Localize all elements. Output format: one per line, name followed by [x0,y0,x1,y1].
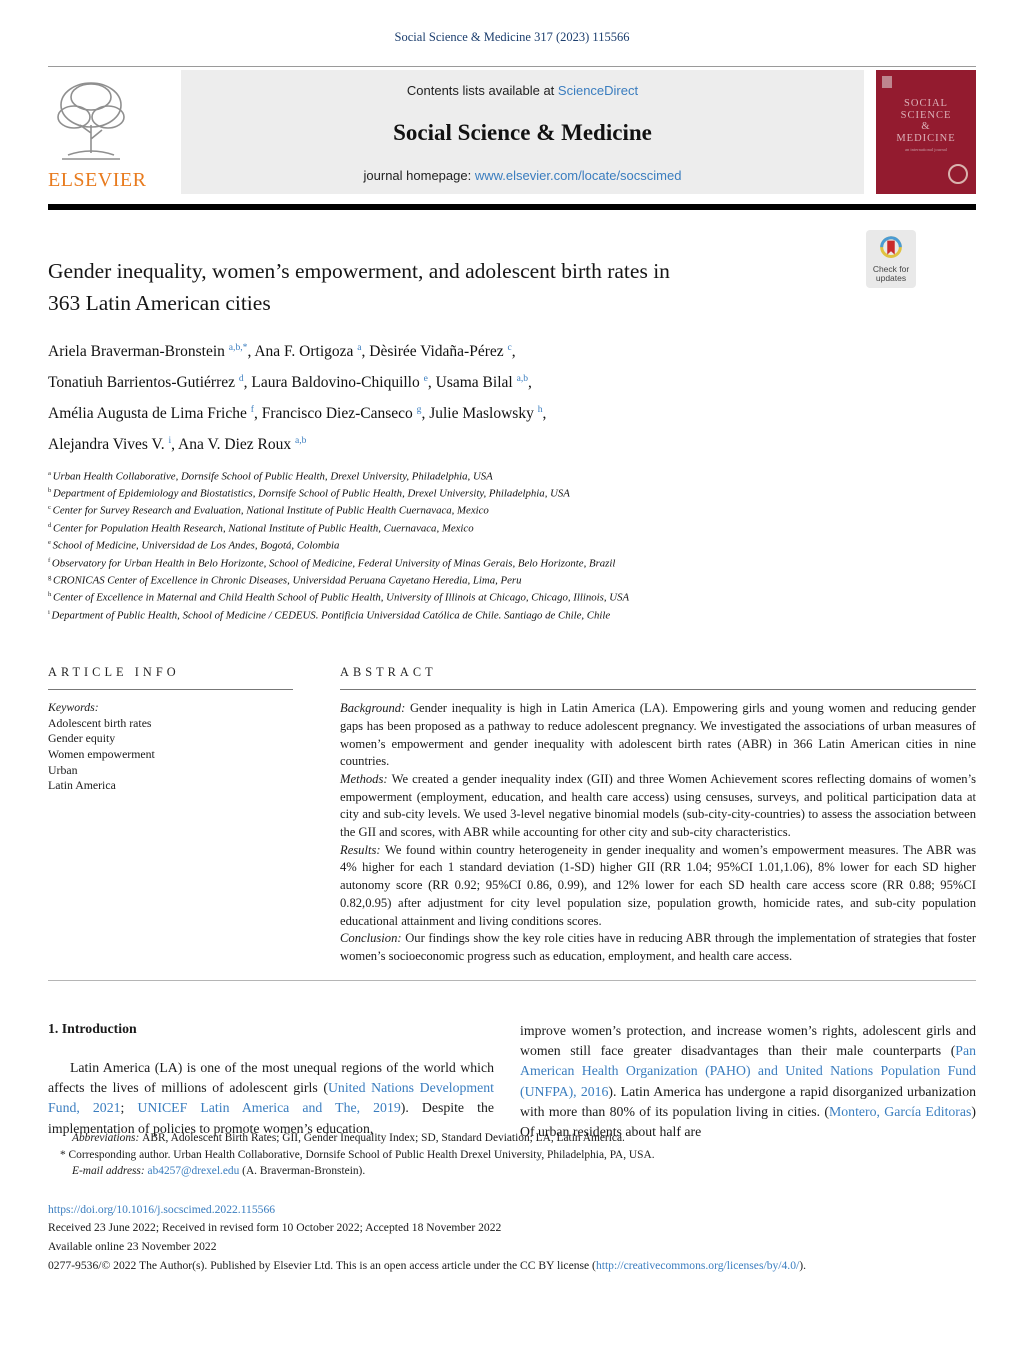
text-run: Results: [340,842,385,857]
elsevier-tree-icon [48,75,134,171]
inline-link[interactable]: UNICEF Latin America and The, 2019 [137,1100,401,1116]
text-run: Methods: [340,771,392,786]
text-run: b [48,487,54,495]
elsevier-wordmark: ELSEVIER [48,169,147,191]
text-run: Conclusion: [340,931,406,946]
affiliation-line [48,571,976,588]
text-run: Center for Population Health Research, National Institute of Public Health, Cuernavaca, Mexico [53,522,474,535]
elsevier-logo [48,70,181,194]
check-for-updates-icon [877,235,905,263]
journal-cover [876,70,976,194]
text-run: 0277-9536/© 2022 The Author(s). Published by Elsevier Ltd. This is an open access article under the CC BY license ( [48,1258,596,1272]
author-line [48,334,976,365]
text-run: ) Of urban residents about half are [520,1103,977,1140]
text-run: Amélia Augusta de Lima Friche [48,405,251,423]
text-run: , [511,343,516,361]
text-run: f [48,556,52,564]
inline-link[interactable]: Pan American Health Organization (PAHO) and United Nations Population Fund (UNFPA), 2016 [520,1042,976,1099]
article-info-rule [48,689,293,690]
affiliation-line [48,554,976,571]
check-for-updates-badge[interactable] [866,230,916,288]
keyword-item: Gender equity [48,731,116,746]
cover-seal-icon [948,164,968,184]
footnote-line [48,1163,976,1180]
badge-line1: Check for [872,263,910,274]
affiliations-block [48,467,976,624]
footnote-line [48,1147,976,1164]
introduction-section [48,1021,976,1143]
footnote-line [48,1130,976,1147]
text-run: a [357,342,362,353]
cover-title-line: & [921,121,931,132]
text-run: , Julie Maslowsky [421,405,538,423]
text-run: We created a gender inequality index (GII) and three Women Achievement scores reflecting domains of women’s empowerment (employment, education, and health care access) using censuses, surveys, and political participation data at city and sub-city levels. We used 3-level negative binomial models (sub-city-city-countries) to assess the association between the GII and scores, with ABR while accounting for other city and sub-city characteristics. [340,771,976,840]
abstract-paragraph [340,700,976,771]
cover-title-line: MEDICINE [896,132,956,144]
cover-title-lines [896,98,955,144]
text-run: d [238,373,244,385]
text-run: , [528,374,532,392]
abstract-column [340,665,976,966]
affiliation-line [48,519,976,536]
text-run: g [416,404,422,416]
keyword-item: Women empowerment [48,746,155,761]
text-run: ; [120,1100,138,1116]
text-run: ABR, Adolescent Birth Rates; GII, Gender Inequality Index; SD, Standard Deviation; LA, Latin America. [142,1132,625,1144]
text-run: Abbreviations: [72,1132,143,1144]
text-run: d [48,521,54,529]
article-title-line: 363 Latin American cities [48,291,271,315]
header-top-rule [48,66,976,67]
issn-line [48,1257,976,1276]
text-run: E-mail address: [72,1165,148,1178]
text-run: Department of Public Health, School of Medicine / CEDEUS. Pontificia Universidad Católica de Chile. Santiago de Chile, Chile [51,609,611,622]
text-run: Tonatiuh Barrientos-Gutiérrez [48,374,239,392]
text-run: e [48,539,53,547]
text-run: , Usama Bilal [427,374,517,392]
homepage-prefix: journal homepage: [363,168,475,183]
homepage-line [191,168,854,183]
affiliation-line [48,501,976,518]
text-run: , Ana F. Ortigoza [247,343,358,361]
text-run: Gender inequality is high in Latin America (LA). Empowering girls and young women and reducing gender gaps has been proposed as a pathway to reduce adolescent pregnancy. We investigated the associations of urban measures of women’s empowerment and gender inequality with adolescent birth rates (ABR) in 366 Latin American cities in nine countries. [340,701,976,769]
inline-link[interactable]: Montero, García Editoras [829,1103,972,1119]
affiliation-line [48,588,976,605]
text-run: * Corresponding author. Urban Health Collaborative, Dornsife School of Public Health Drexel University, Philadelphia, PA, USA. [60,1148,655,1161]
doi-link[interactable]: https://doi.org/10.1016/j.socscimed.2022.115566 [48,1202,276,1216]
article-info-column [48,665,293,966]
text-run: ). Latin America has undergone a rapid disorganized urbanization with more than 80% of its population living in cities. ( [520,1083,976,1119]
abstract-body [340,700,976,966]
check-for-updates-label [873,265,909,284]
footnotes-block [48,1130,976,1180]
text-run: ). [799,1258,806,1272]
text-run: Latin America (LA) is one of the most unequal regions of the world which affects the lives of millions of adolescent girls ( [48,1059,494,1095]
journal-title: Social Science & Medicine [393,120,652,145]
text-run: c [48,504,53,512]
intro-heading: 1. Introduction [48,1020,137,1036]
cover-title-line: SCIENCE [900,109,952,121]
text-run: e [423,373,428,385]
text-run: a [48,469,53,477]
author-line [48,427,976,458]
author-line [48,396,976,427]
info-abstract-section [48,665,976,966]
text-run: improve women’s protection, and increase women’s rights, adolescent girls and women still face greater disadvantages than their male counterparts ( [520,1022,976,1058]
page-citation: Social Science & Medicine 317 (2023) 115566 [394,30,630,44]
text-run: Urban Health Collaborative, Dornsife School of Public Health, Drexel University, Philadelphia, USA [52,470,493,483]
text-run: h [48,591,54,599]
contents-prefix: Contents lists available at [406,83,558,98]
keywords-list [48,716,293,794]
keyword-item: Adolescent birth rates [48,715,152,730]
text-run: i [168,435,172,447]
keywords-label: Keywords: [48,700,99,715]
text-run: , [542,405,547,423]
text-run: a,b [516,373,529,385]
cover-mark [882,76,892,88]
author-line [48,365,976,396]
text-run: f [250,404,254,416]
authors-block [48,334,976,459]
journal-header [48,70,976,194]
text-run: Observatory for Urban Health in Belo Horizonte, School of Medicine, Federal University of Minas Gerais, Belo Horizonte, Brazil [51,557,616,570]
contents-line [191,83,854,98]
text-run: a,b,* [228,342,248,353]
abstract-paragraph [340,842,976,931]
text-run: School of Medicine, Universidad de Los Andes, Bogotá, Colombia [52,539,340,552]
text-run: i [48,608,52,616]
text-run: a,b [295,435,307,447]
available-line: Available online 23 November 2022 [48,1239,217,1253]
inline-link[interactable]: http://creativecommons.org/licenses/by/4.0/ [595,1258,800,1272]
text-run: (A. Braverman-Bronstein). [239,1165,366,1178]
section-divider [48,980,976,981]
abstract-paragraph [340,930,976,965]
text-run: Department of Epidemiology and Biostatistics, Dornsife School of Public Health, Drexel University, Philadelphia, USA [53,487,570,500]
keywords-block [48,700,293,794]
cover-title-line: SOCIAL [904,98,948,109]
text-run: Center for Survey Research and Evaluation, National Institute of Public Health Cuernavaca, Mexico [52,505,489,517]
publication-info-block [48,1201,976,1275]
text-run: ). Despite the implementation of policies to promote women’s education, [48,1100,494,1136]
affiliation-line [48,484,976,501]
intro-right-column [520,1021,976,1143]
inline-link[interactable]: ab4257@drexel.edu [147,1165,240,1178]
keyword-item: Urban [48,762,78,777]
article-title-line: Gender inequality, women’s empowerment, and adolescent birth rates in [48,259,670,283]
affiliation-line [48,467,976,484]
intro-paragraph-right [520,1021,976,1143]
text-run: CRONICAS Center of Excellence in Chronic Diseases, Universidad Peruana Cayetano Heredia, Lima, Peru [53,574,522,587]
text-run: , Dèsirée Vidaña-Pérez [361,343,508,361]
inline-link[interactable]: United Nations Development Fund, 2021 [48,1079,494,1116]
text-run: c [507,342,512,353]
text-run: , Laura Baldovino-Chiquillo [243,374,424,392]
keyword-item: Latin America [48,778,116,793]
text-run: , Ana V. Diez Roux [171,436,296,454]
text-run: Center of Excellence in Maternal and Child Health School of Public Health, University of Illinois at Chicago, Chicago, Illinois, USA [53,591,630,604]
text-run: , Francisco Diez-Canseco [253,405,417,423]
abstract-rule [340,689,976,690]
badge-line2: updates [875,273,907,283]
affiliation-line [48,606,976,623]
cover-subtitle: an international journal [905,147,947,152]
page-footer [48,1130,976,1275]
text-run: h [537,404,543,416]
article-info-heading: ARTICLE INFO [48,665,180,680]
abstract-paragraph [340,771,976,842]
text-run: Background: [340,701,410,716]
intro-paragraph-left [48,1058,494,1139]
journal-header-box [181,70,864,194]
homepage-link[interactable]: www.elsevier.com/locate/socscimed [474,168,682,183]
abstract-heading: ABSTRACT [340,665,437,680]
text-run: We found within country heterogeneity in gender inequality and women’s empowerment measures. The ABR was 4% higher for each 1 standard deviation (1-SD) higher GII (RR 1.04; 95%CI 1.01,1.06), 8% lower for each SD higher autonomy score (RR 0.92; 95%CI 0.86, 0.99), and 12% lower for each SD health care access score (RR 0.88; 95%CI 0.82,0.95) after adjustment for city level population size, population growth, homicide rates, and sub-city population educational attainment and living conditions scores. [340,842,976,928]
sciencedirect-link[interactable]: ScienceDirect [557,83,639,98]
text-run: g [48,573,54,581]
text-run: Ariela Braverman-Bronstein [48,343,229,361]
article-title [48,255,838,319]
text-run: Our findings show the key role cities have in reducing ABR through the implementation of strategies that foster women’s socioeconomic progress such as education, employment, and health care access. [340,931,977,963]
text-run: Alejandra Vives V. [48,436,169,454]
intro-left-column [48,1021,494,1143]
affiliation-line [48,536,976,553]
header-black-bar [48,204,976,210]
received-line: Received 23 June 2022; Received in revised form 10 October 2022; Accepted 18 November 2022 [48,1221,502,1235]
